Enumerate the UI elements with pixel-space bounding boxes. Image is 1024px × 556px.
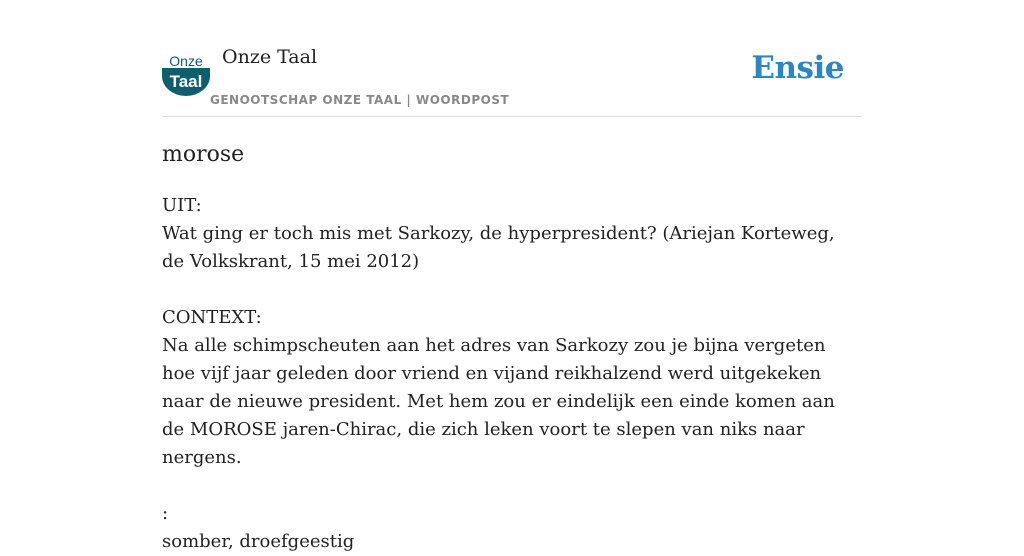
article-body: UIT: Wat ging er toch mis met Sarkozy, de hyperpresident? (Ariejan Korteweg, de Volkskrant, 15 mei 2012) CONTEXT: Na alle schimpscheuten aan het adres van Sarkozy zou je bijna vergeten hoe vijf jaar geleden door vriend en vijand reikhalzend werd uitgekeken naar de nieuwe president. Met hem zou er eindelijk een einde komen aan de MOROSE jaren-Chirac, die zich leken voort te slepen van niks naar nergens. : somber, droefgeestig [162, 195, 835, 552]
subtitle-section-link[interactable]: WOORDPOST [415, 93, 510, 107]
article-title: morose [162, 142, 245, 167]
logo-text-taal: Taal [169, 72, 203, 91]
logo-text-onze: Onze [169, 53, 203, 69]
site-subtitle [210, 93, 509, 107]
ensie-brand-logo[interactable]: Ensie [751, 50, 844, 86]
site-name[interactable]: Onze Taal [222, 46, 318, 68]
subtitle-separator: | [401, 93, 416, 107]
site-header [162, 0, 862, 117]
article [162, 140, 862, 556]
onze-taal-logo[interactable] [162, 52, 210, 96]
subtitle-org-link[interactable]: GENOOTSCHAP ONZE TAAL [210, 93, 402, 107]
onze-taal-logo-icon [162, 52, 210, 96]
